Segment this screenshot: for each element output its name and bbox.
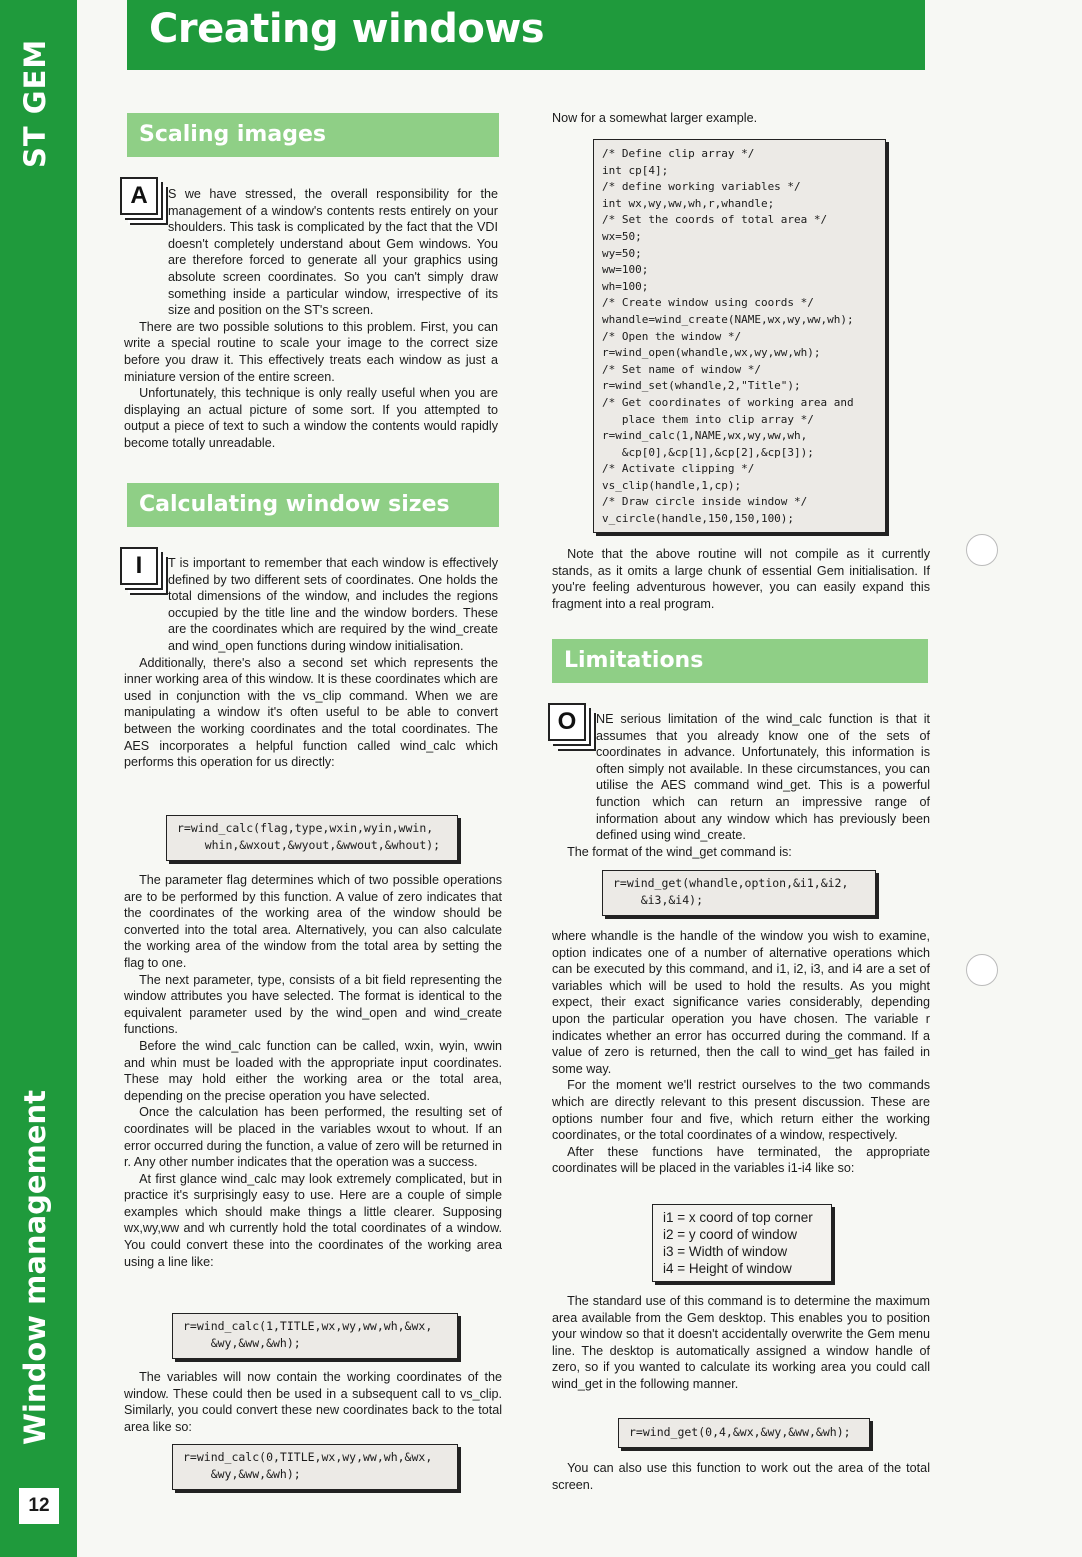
calc-text-c [124, 1369, 502, 1435]
calc-p3: The parameter flag determines which of two possible operations are to be performed by this function. A value of zero indicates that the coordinates of the working area of the window should be converted into the total area. Alternatively, you can also calculate the working area of the window from the total area by setting the flag to one. [124, 873, 502, 970]
example-note-wrap [552, 546, 930, 612]
limits-p3: where whandle is the handle of the window you wish to examine, option indicates one of a number of alternative operations which can be executed by this command, and i1, i2, i3, and i4 are a set of variables which will be used to hold the results. As you might expect, their exact significance varies considerably, depending upon the particular operation you have chosen. The variable r indicates whether an error has occurred during the command. If a value of zero is returned, then the call to wind_get has failed in some way. [552, 929, 930, 1076]
limits-p7: You can also use this function to work out the area of the total screen. [552, 1461, 930, 1492]
calc-p6: Once the calculation has been performed, the resulting set of coordinates will be placed in the variables wxout to whout. If an error occurred during the function, a value of zero will be returned in r. Any other number indicates that the operation was a success. [124, 1105, 503, 1170]
dropcap-o: O [548, 703, 586, 741]
code-wind-get-format: r=wind_get(whandle,option,&i1,&i2, &i3,&i4); [602, 870, 876, 916]
scaling-p2: There are two possible solutions to this problem. First, you can write a special routine to scale your image to the correct size before you draw it. This effectively treats each window as just a miniature version of the entire screen. [124, 319, 498, 384]
coords-row: i4 = Height of window [663, 1261, 792, 1276]
heading-limits: Limitations [552, 639, 928, 683]
dropcap-i: I [120, 547, 158, 585]
page-number: 12 [19, 1488, 59, 1524]
calc-text-a [124, 555, 498, 771]
limits-text-b [552, 928, 930, 1177]
scaling-text [124, 186, 498, 452]
binder-hole [966, 954, 998, 986]
page-title: Creating windows [149, 6, 545, 52]
limits-p1: NE serious limitation of the wind_calc function is that it assumes that you already know one of the sets of coordinates in advance. Unfortunately, this information is often simply not available. In these circumstances, you can utilise the AES command wind_get. This is a powerful function which can return an impressive range of information about any window which has previously been defined using wind_create. [596, 712, 930, 843]
example-intro: Now for a somewhat larger example. [552, 111, 758, 125]
title-bar [127, 0, 925, 70]
coords-row: i2 = y coord of window [663, 1227, 797, 1242]
side-top-label: ST GEM [18, 38, 52, 168]
calc-p2: Additionally, there's also a second set which represents the inner working area of this window. It is these coordinates which are used in conjunction with the vs_clip command. When we are manipulating a window it's often useful to be able to convert between the working coordinates and the total coordinates. The AES incorporates a helpful function called wind_calc which performs this operation for us directly: [124, 655, 498, 770]
code-wind-get-desktop: r=wind_get(0,4,&wx,&wy,&ww,&wh); [618, 1418, 870, 1448]
binder-hole [966, 534, 998, 566]
code-wind-calc-example1: r=wind_calc(1,TITLE,wx,wy,ww,wh,&wx, &wy,&ww,&wh); [172, 1313, 458, 1359]
limits-text-a [552, 711, 930, 860]
calc-p8: The variables will now contain the working coordinates of the window. These could then be used in a subsequent call to vs_clip. Similarly, you could convert these new coordinates back to the total area like so: [124, 1370, 502, 1434]
limits-p2: The format of the wind_get command is: [567, 844, 792, 859]
limits-p4: For the moment we'll restrict ourselves to the two commands which are directly relevant to this present discussion. These are options number four and five, which return either the working coordinates, or the total coordinates of a window, respectively. [552, 1078, 930, 1143]
calc-text-b [124, 872, 502, 1270]
heading-scaling: Scaling images [127, 113, 499, 157]
limits-text-d [552, 1460, 930, 1493]
calc-p7: At first glance wind_calc may look extremely complicated, but in practice it's surprisingly easy to use. Here are a couple of simple examples which should make things a little clearer. Supposing wx,wy,ww and wh currently hold the total coordinates of a window. You could convert these into the coordinates of the working area using a line like: [124, 1171, 502, 1269]
code-large-example: /* Define clip array */ int cp[4]; /* define working variables */ int wx,wy,ww,wh,r,whandle; /* Set the coords of total area */ wx=50; wy=50; ww=100; wh=100; /* Create window using coords */ whandle=wind_create(NAME,wx,wy,ww,wh); /* Open the window */ r=wind_open(whandle,wx,wy,ww,wh); /* Set name of window */ r=wind_set(whandle,2,"Title"); /* Get coordinates of working area and place them into clip array */ r=wind_calc(1,NAME,wx,wy,ww,wh, &cp[0],&cp[1],&cp[2],&cp[3]); /* Activate clipping */ vs_clip(handle,1,cp); /* Draw circle inside window */ v_circle(handle,150,150,100); [593, 139, 886, 533]
calc-p1: T is important to remember that each window is effectively defined by two different sets of coordinates. One holds the total dimensions of the window, and includes the regions occupied by the title line and the window borders. These are the coordinates which are required by the wind_create and wind_open functions during window initialisation. [168, 556, 498, 653]
calc-p5: Before the wind_calc function can be called, wxin, wyin, wwin and whin must be loaded with the appropriate input coordinates. These may hold either the working area or the total area, depending on the precise operation you have selected. [124, 1038, 502, 1103]
code-wind-calc-format: r=wind_calc(flag,type,wxin,wyin,wwin, whin,&wxout,&wyout,&wwout,&whout); [166, 815, 458, 861]
side-bottom-label: Window management [18, 1090, 52, 1445]
limits-text-c [552, 1293, 930, 1393]
heading-calc: Calculating window sizes [127, 483, 499, 527]
limits-p6: The standard use of this command is to determine the maximum area available from the Gem desktop. This enables you to position your window so that it doesn't accidentally overwrite the Gem menu line. The desktop is automatically assigned a window handle of zero, so if you wanted to calculate its working area you could call wind_get in the following manner. [552, 1294, 930, 1391]
dropcap-a: A [120, 177, 158, 215]
example-intro-wrap [552, 110, 930, 127]
coords-row: i3 = Width of window [663, 1244, 788, 1259]
scaling-p3: Unfortunately, this technique is only really useful when you are displaying an actual picture of some sort. If you attempted to output a piece of text to such a window the contents would rapidly become totally unreadable. [124, 386, 498, 450]
coords-row: i1 = x coord of top corner [663, 1210, 813, 1225]
calc-p4: The next parameter, type, consists of a bit field representing the window attributes you have selected. The format is identical to the equivalent parameter used by the wind_open and wind_create functions. [124, 972, 502, 1037]
coords-table [652, 1204, 832, 1282]
limits-p5: After these functions have terminated, the appropriate coordinates will be placed in the variables i1-i4 like so: [552, 1144, 930, 1176]
example-note: Note that the above routine will not compile as it currently stands, as it omits a large chunk of essential Gem initialisation. If you're feeling adventurous however, you can easily expand this fragment into a real program. [552, 547, 930, 611]
code-wind-calc-example2: r=wind_calc(0,TITLE,wx,wy,ww,wh,&wx, &wy,&ww,&wh); [172, 1444, 458, 1490]
scaling-p1: S we have stressed, the overall responsibility for the management of a window's contents rests entirely on your shoulders. This task is complicated by the fact that the VDI doesn't completely understand about Gem windows. You are therefore forced to generate all your graphics using absolute screen coordinates. So you can't simply draw something inside a particular window, irrespective of its size and position on the ST's screen. [168, 187, 498, 318]
